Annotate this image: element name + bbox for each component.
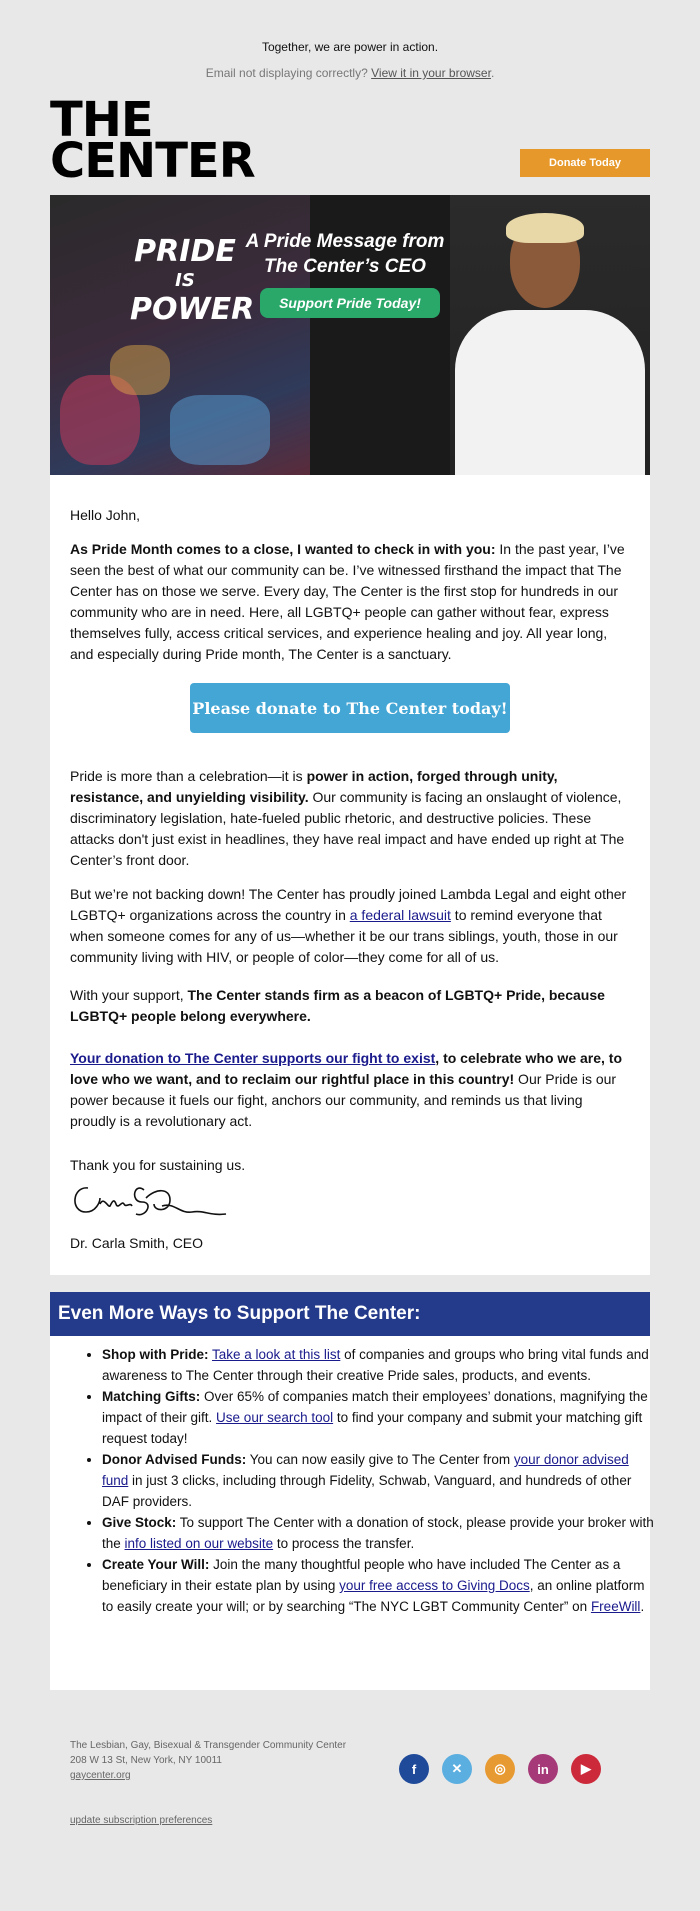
p5-bold: , to celebrate who we are, to love who we want, and to reclaim our rightful place in this country! xyxy=(70,1050,623,1087)
p2-start: Pride is more than a celebration—it is xyxy=(70,768,307,784)
update-preferences-link[interactable]: update subscription preferences xyxy=(70,1815,213,1826)
donate-cta-button[interactable]: Please donate to The Center today! xyxy=(190,683,510,733)
signer-name: Dr. Carla Smith, CEO xyxy=(70,1235,204,1251)
list-item xyxy=(102,1512,658,1554)
support-ways-list xyxy=(74,1344,658,1617)
search-tool-link[interactable]: Use our search tool xyxy=(216,1410,334,1425)
p3-text: to remind everyone that when someone comes for any of us—whether it be our trans siblings, youth, those in our community living with HIV, or people of color—they come for all of us. xyxy=(70,907,618,965)
pride-line2: IS xyxy=(175,270,195,291)
shop-list-link[interactable]: Take a look at this list xyxy=(212,1347,341,1362)
street-address: 208 W 13 St, New York, NY 10011 xyxy=(70,1755,222,1766)
federal-lawsuit-link[interactable]: a federal lawsuit xyxy=(349,907,451,923)
pride-line3: POWER xyxy=(130,292,255,327)
hero-banner[interactable] xyxy=(50,195,650,475)
greeting: Hello John, xyxy=(70,507,141,523)
p5-text: Our Pride is our power because it fuels our fight, anchors our community, and reminds us that living proudly is a revolutionary act. xyxy=(70,1071,617,1129)
item-title: Matching Gifts: xyxy=(102,1389,201,1404)
ceo-photo xyxy=(450,195,650,475)
hero-title-line2: The Center’s CEO xyxy=(264,256,426,277)
paragraph-4 xyxy=(70,985,630,1027)
hero-title-line1: A Pride Message from xyxy=(245,231,445,252)
p1-bold: As Pride Month comes to a close, I wanted to check in with you: xyxy=(70,541,496,557)
preheader-text: Together, we are power in action. xyxy=(261,40,439,54)
list-item xyxy=(102,1386,658,1449)
freewill-link[interactable]: FreeWill xyxy=(590,1599,641,1614)
item-text: Join the many thoughtful people who have included The Center as a beneficiary in their estate plan by using xyxy=(102,1557,621,1593)
social-links xyxy=(399,1754,601,1784)
view-line-text: Email not displaying correctly? xyxy=(205,66,368,80)
footer-address xyxy=(70,1738,346,1783)
item-text: to find your company and submit your matching gift request today! xyxy=(102,1410,643,1446)
item-title: Give Stock: xyxy=(102,1515,177,1530)
hero-title xyxy=(220,229,470,279)
stock-info-link[interactable]: info listed on our website xyxy=(124,1536,274,1551)
thanks-line: Thank you for sustaining us. xyxy=(70,1157,246,1173)
item-text: . xyxy=(640,1599,645,1614)
more-ways-section xyxy=(50,1292,654,1690)
youtube-icon[interactable]: ▶ xyxy=(571,1754,601,1784)
letter-card xyxy=(50,475,650,1275)
item-text: To support The Center with a donation of stock, please provide your broker with the xyxy=(102,1515,654,1551)
item-text: Over 65% of companies match their employees’ donations, magnifying the impact of their gift. xyxy=(102,1389,648,1425)
pride-line1: PRIDE xyxy=(134,234,236,269)
p4-bold: The Center stands firm as a beacon of LGBTQ+ Pride, because LGBTQ+ people belong everywhere. xyxy=(70,987,605,1024)
p2-bold: power in action, forged through unity, resistance, and unyielding visibility. xyxy=(70,768,558,805)
item-title: Shop with Pride: xyxy=(102,1347,209,1362)
org-name: The Lesbian, Gay, Bisexual & Transgender Community Center xyxy=(70,1740,347,1751)
paragraph-1 xyxy=(70,539,630,665)
p1-text: In the past year, I’ve seen the best of what our community can be. I’ve witnessed firsthand the impact that The Center has on those we serve. Every day, The Center is the first stop for hundreds in our community who are in need. Here, all LGBTQ+ people can gather without fear, express themselves fully, access critical services, and experience healing and joy. All year long, and especially during Pride month, The Center is a sanctuary. xyxy=(70,541,625,662)
list-item xyxy=(102,1344,658,1386)
instagram-icon[interactable]: ◎ xyxy=(485,1754,515,1784)
item-text: You can now easily give to The Center from xyxy=(246,1452,514,1467)
linkedin-icon[interactable]: in xyxy=(528,1754,558,1784)
facebook-icon[interactable]: f xyxy=(399,1754,429,1784)
paragraph-3 xyxy=(70,884,630,968)
paragraph-5 xyxy=(70,1048,630,1132)
support-pride-button[interactable]: Support Pride Today! xyxy=(260,288,440,318)
p4-start: With your support, xyxy=(70,987,188,1003)
view-in-browser-link[interactable]: View it in your browser xyxy=(371,66,491,80)
donor-advised-fund-link[interactable]: your donor advised fund xyxy=(102,1452,629,1488)
item-title: Donor Advised Funds: xyxy=(102,1452,247,1467)
item-text: of companies and groups who bring vital funds and awareness to The Center through their creative Pride sales, products, and events. xyxy=(102,1347,649,1383)
more-ways-heading: Even More Ways to Support The Center: xyxy=(50,1292,650,1336)
p3-start: But we’re not backing down! The Center has proudly joined Lambda Legal and eight other LGBTQ+ organizations across the country in xyxy=(70,886,627,923)
list-item xyxy=(102,1449,658,1512)
p2-text: Our community is facing an onslaught of violence, discriminatory legislation, hate-fueled public rhetoric, and destructive policies. These attacks don't just exist in headlines, they have real impact and have ended up right at The Center’s front door. xyxy=(70,789,625,868)
logo-line2: CENTER xyxy=(50,133,255,189)
item-text: in just 3 clicks, including through Fidelity, Schwab, Vanguard, and hundreds of other DAF providers. xyxy=(102,1473,632,1509)
list-item xyxy=(102,1554,658,1617)
x-twitter-icon[interactable]: ✕ xyxy=(442,1754,472,1784)
website-link[interactable]: gaycenter.org xyxy=(70,1770,131,1781)
view-in-browser-line xyxy=(0,66,700,80)
logo-line1: THE xyxy=(50,92,153,148)
donation-support-link[interactable]: Your donation to The Center supports our fight to exist xyxy=(70,1050,436,1066)
item-text: to process the transfer. xyxy=(273,1536,415,1551)
unsubscribe-line xyxy=(70,1815,212,1826)
paragraph-2 xyxy=(70,766,630,871)
the-center-logo[interactable] xyxy=(50,92,255,189)
item-text: , an online platform to easily create your will; or by searching “The NYC LGBT Community Center” on xyxy=(102,1578,645,1614)
view-line-end: . xyxy=(490,66,495,80)
donate-today-button[interactable]: Donate Today xyxy=(520,149,650,177)
item-title: Create Your Will: xyxy=(102,1557,210,1572)
ceo-signature xyxy=(70,1178,230,1228)
giving-docs-link[interactable]: your free access to Giving Docs xyxy=(339,1578,530,1593)
